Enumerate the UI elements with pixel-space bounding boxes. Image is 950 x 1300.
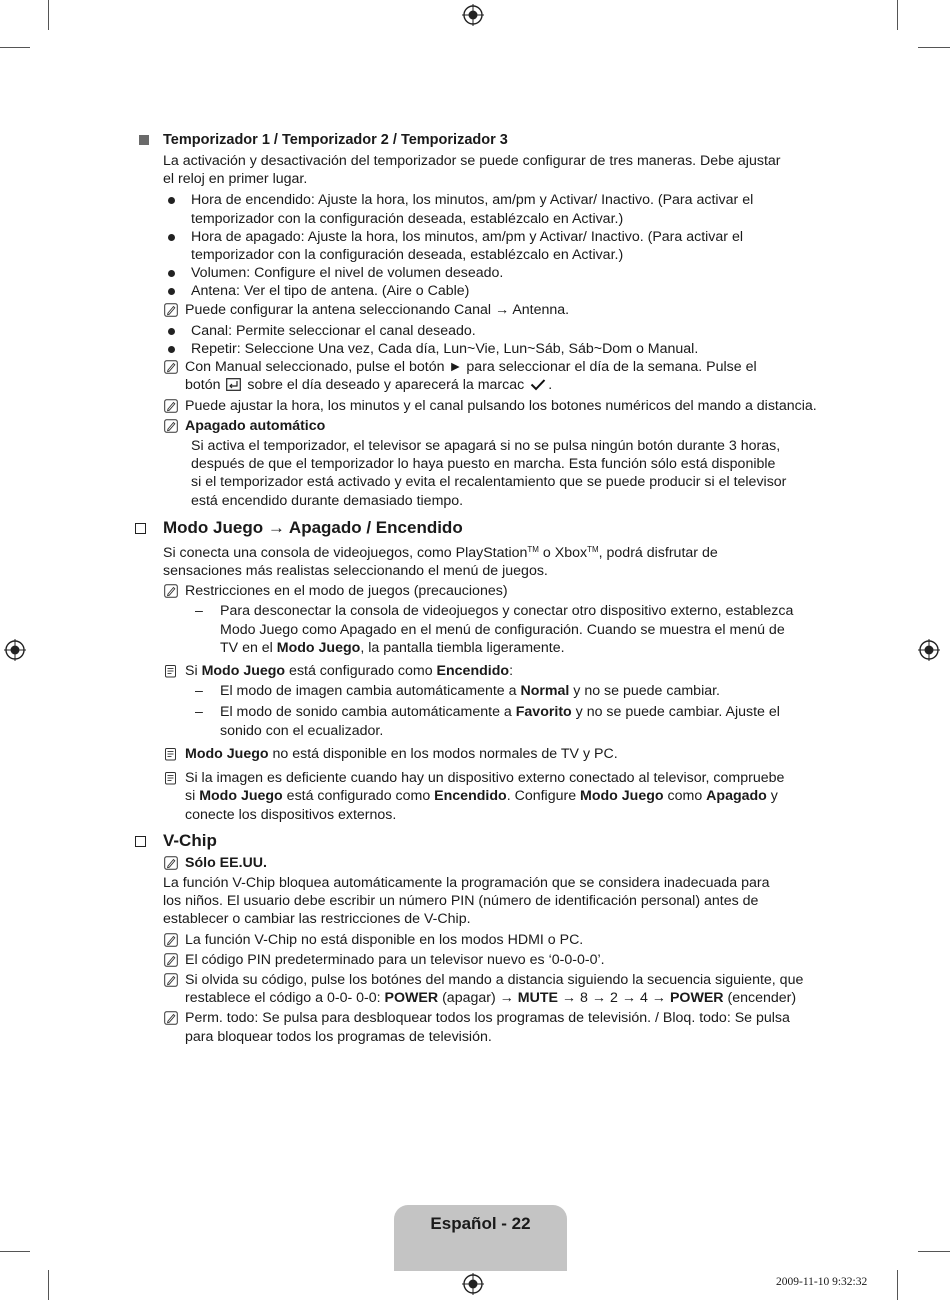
checkbox-bullet-icon (135, 523, 146, 534)
list-item: – El modo de sonido cambia automáticamente a Favorito y no se puede cambiar. Ajuste el sonido con el ecualizador. (195, 704, 780, 739)
note-item: Puede ajustar la hora, los minutos y el canal pulsando los botones numéricos del mando a distancia. (135, 397, 825, 415)
auto-off-description: Si activa el temporizador, el televisor se apagará si no se pulsa ningún botón durante 3 horas, después de que el temporizador lo haya puesto en marcha. Esta función sólo está disponible si el temporizador está activado y evita el recalentamiento que se puede producir si el televisor está encendido durante demasiado tiempo. (191, 438, 787, 509)
note-item: El código PIN predeterminado para un televisor nuevo es ‘0-0-0-0’. (135, 951, 825, 969)
registration-mark-icon (4, 639, 26, 661)
game-mode-heading: Modo Juego → Apagado / Encendido (135, 517, 825, 539)
note-item (135, 417, 825, 435)
registration-mark-icon (462, 4, 484, 26)
list-item: Canal: Permite seleccionar el canal deseado. (135, 322, 825, 340)
note-icon (164, 953, 178, 967)
crop-mark (0, 47, 30, 48)
bullet-dot-icon (168, 270, 175, 277)
vchip-heading: V-Chip (135, 830, 825, 852)
timer-heading: Temporizador 1 / Temporizador 2 / Temporizador 3 (135, 131, 825, 149)
crop-mark (918, 47, 950, 48)
note-item: Sólo EE.UU. (135, 854, 825, 872)
crop-mark (48, 1270, 49, 1300)
timer-intro: La activación y desactivación del temporizador se puede configurar de tres maneras. Debe ajustar el reloj en primer lugar. (163, 153, 781, 188)
crop-mark (918, 1251, 950, 1252)
note-item: Perm. todo: Se pulsa para desbloquear todos los programas de televisión. / Bloq. todo: Se pulsa para bloquear todos los programas de televisión. (135, 1009, 825, 1045)
bullet-dot-icon (168, 346, 175, 353)
game-mode-intro: Si conecta una consola de videojuegos, como PlayStation™ o Xbox™, podrá disfrutar de sensaciones más realistas seleccionando el menú de juegos. (163, 544, 718, 580)
list-item: Antena: Ver el tipo de antena. (Aire o Cable) (135, 282, 825, 300)
note-icon (164, 584, 178, 598)
list-item: Hora de encendido: Ajuste la hora, los minutos, am/pm y Activar/ Inactivo. (Para activar el temporizador con la configuración deseada, establézcalo en Activar.) (135, 191, 825, 227)
checkmark-icon (530, 378, 546, 391)
note-item: Si Modo Juego está configurado como Encendido: (135, 662, 825, 680)
registration-mark-icon (462, 1273, 484, 1295)
list-item: Repetir: Seleccione Una vez, Cada día, Lun~Vie, Lun~Sáb, Sáb~Dom o Manual. (135, 340, 825, 358)
note-icon (164, 399, 178, 413)
list-item: – Para desconectar la consola de videojuegos y conectar otro dispositivo externo, establezca Modo Juego como Apagado en el menú de configuración. Cuando se muestra el menú de TV en el Modo Juego, la pantalla tiembla ligeramente. (195, 603, 794, 656)
note-icon (164, 1011, 178, 1025)
crop-mark (897, 1270, 898, 1300)
auto-off-title: Apagado automático (185, 417, 326, 434)
crop-mark (48, 0, 49, 30)
enter-button-icon (226, 378, 241, 391)
note-item: Si la imagen es deficiente cuando hay un dispositivo externo conectado al televisor, compruebe si Modo Juego está configurado como Encendido. Configure Modo Juego como Apagado y conecte los dispositivos externos. (135, 769, 825, 824)
note-icon (164, 933, 178, 947)
note-icon (164, 360, 178, 374)
list-item: – El modo de imagen cambia automáticamente a Normal y no se puede cambiar. (195, 683, 720, 700)
memo-icon (164, 664, 178, 678)
memo-icon (164, 771, 178, 785)
note-item: Con Manual seleccionado, pulse el botón ► para seleccionar el día de la semana. Pulse el botón sobre el día deseado y aparecerá la marcac . (135, 358, 825, 394)
list-item: Volumen: Configure el nivel de volumen deseado. (135, 264, 825, 282)
bullet-dot-icon (168, 197, 175, 204)
note-item: La función V-Chip no está disponible en los modos HDMI o PC. (135, 931, 825, 949)
note-item: Si olvida su código, pulse los botónes del mando a distancia siguiendo la secuencia siguiente, que restablece el código a 0-0- 0-0: POWER (apagar) → MUTE → 8 → 2 → 4 → POWER (encender) (135, 971, 825, 1007)
crop-mark (0, 1251, 30, 1252)
bullet-dot-icon (168, 328, 175, 335)
square-bullet-icon (139, 135, 149, 145)
note-icon (164, 856, 178, 870)
note-icon (164, 419, 178, 433)
checkbox-bullet-icon (135, 836, 146, 847)
bullet-dot-icon (168, 288, 175, 295)
note-icon (164, 973, 178, 987)
bullet-dot-icon (168, 234, 175, 241)
page-number-tab (394, 1205, 567, 1271)
registration-mark-icon (918, 639, 940, 661)
memo-icon (164, 747, 178, 761)
list-item: Hora de apagado: Ajuste la hora, los minutos, am/pm y Activar/ Inactivo. (Para activar el temporizador con la configuración deseada, establézcalo en Activar.) (135, 228, 825, 264)
page-number: Español - 22 (430, 1214, 531, 1233)
note-icon (164, 303, 178, 317)
note-item: Modo Juego no está disponible en los modos normales de TV y PC. (135, 745, 825, 763)
vchip-intro: La función V-Chip bloquea automáticamente la programación que se considera inadecuada para los niños. El usuario debe escribir un número PIN (número de identificación personal) antes de establecer o cambiar las restricciones de V-Chip. (163, 874, 770, 928)
note-item: Puede configurar la antena seleccionando Canal → Antenna. (135, 301, 825, 319)
note-item: Restricciones en el modo de juegos (precauciones) (135, 582, 825, 600)
page-content (135, 131, 825, 1046)
crop-mark (897, 0, 898, 30)
print-timestamp: 2009-11-10 9:32:32 (776, 1276, 868, 1288)
